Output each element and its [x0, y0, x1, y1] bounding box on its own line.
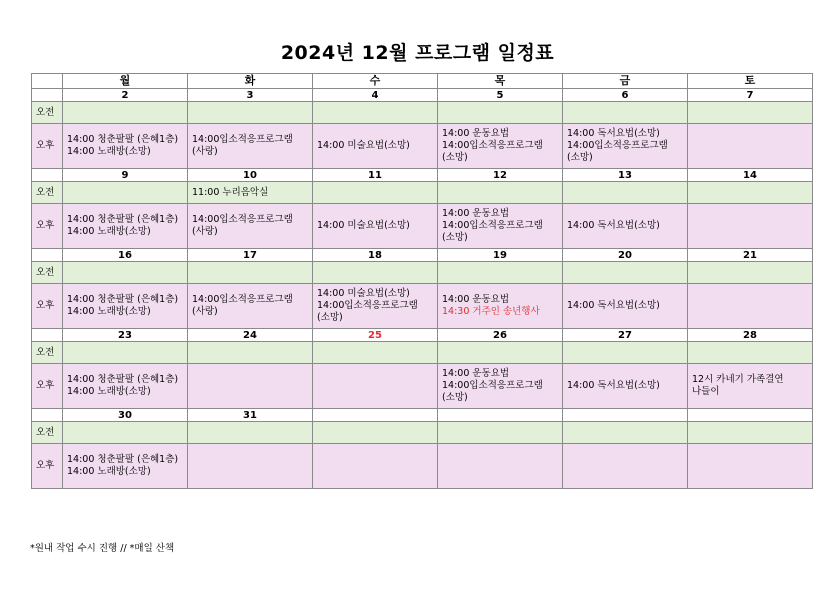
event-text: 14:00입소적응프로그램 (사랑) [192, 294, 293, 317]
am-event-cell [63, 342, 188, 364]
am-event-cell [438, 342, 563, 364]
weekday-sat: 토 [688, 74, 813, 89]
date-cell: 14 [688, 169, 813, 182]
am-row [32, 102, 813, 124]
am-event-cell [688, 342, 813, 364]
pm-row [32, 364, 813, 409]
am-event-cell [688, 422, 813, 444]
pm-event-cell [563, 284, 688, 329]
am-event-cell [688, 102, 813, 124]
date-row [32, 409, 813, 422]
pm-event-cell [313, 124, 438, 169]
am-event-cell [563, 102, 688, 124]
am-event-cell [63, 182, 188, 204]
date-cell: 31 [188, 409, 313, 422]
pm-event-cell [63, 204, 188, 249]
am-row [32, 342, 813, 364]
pm-event-cell [688, 444, 813, 489]
pm-event-cell [188, 204, 313, 249]
date-row-label [32, 249, 63, 262]
weekday-wed: 수 [313, 74, 438, 89]
am-event-cell [313, 342, 438, 364]
pm-event-cell [313, 444, 438, 489]
weekday-mon: 월 [63, 74, 188, 89]
event-text: 14:00입소적응프로그램 (사랑) [192, 134, 293, 157]
am-row [32, 422, 813, 444]
am-label: 오전 [32, 422, 63, 444]
pm-label: 오후 [32, 284, 63, 329]
event-text: 14:00 청춘팔팔 (은혜1층) 14:00 노래방(소망) [67, 294, 179, 317]
date-cell: 13 [563, 169, 688, 182]
date-cell: 25 [313, 329, 438, 342]
event-text: 14:00입소적응프로그램 (사랑) [192, 214, 293, 237]
pm-event-cell [313, 284, 438, 329]
date-cell: 23 [63, 329, 188, 342]
am-event-cell [688, 182, 813, 204]
pm-event-cell [188, 124, 313, 169]
pm-event-cell [563, 364, 688, 409]
am-event-cell [563, 262, 688, 284]
date-row [32, 329, 813, 342]
event-text: 14:00 미술요법(소망) [317, 140, 410, 151]
date-cell [438, 409, 563, 422]
corner-cell [32, 74, 63, 89]
date-row-label [32, 89, 63, 102]
date-cell: 10 [188, 169, 313, 182]
date-row [32, 249, 813, 262]
pm-row [32, 124, 813, 169]
am-event-cell [188, 102, 313, 124]
pm-event-cell [188, 364, 313, 409]
pm-event-cell [688, 124, 813, 169]
am-event-cell: 11:00 누리음악실 [188, 182, 313, 204]
date-cell: 11 [313, 169, 438, 182]
date-cell [313, 409, 438, 422]
date-cell: 19 [438, 249, 563, 262]
pm-event-cell [438, 124, 563, 169]
date-row-label [32, 169, 63, 182]
am-row [32, 182, 813, 204]
date-cell: 7 [688, 89, 813, 102]
date-cell: 12 [438, 169, 563, 182]
pm-event-cell [688, 364, 813, 409]
date-cell: 20 [563, 249, 688, 262]
am-event-cell [563, 342, 688, 364]
am-label: 오전 [32, 342, 63, 364]
pm-event-cell [63, 124, 188, 169]
am-event-cell [688, 262, 813, 284]
pm-row [32, 444, 813, 489]
schedule-table [31, 73, 813, 489]
am-event-cell [438, 182, 563, 204]
pm-event-cell [438, 284, 563, 329]
pm-event-cell [688, 204, 813, 249]
pm-label: 오후 [32, 364, 63, 409]
pm-event-cell [438, 364, 563, 409]
pm-event-cell [563, 124, 688, 169]
am-event-cell [188, 262, 313, 284]
date-cell: 9 [63, 169, 188, 182]
event-text: 14:00 운동요법 14:00입소적응프로그램 (소망) [442, 368, 543, 403]
pm-event-cell [63, 444, 188, 489]
am-event-cell [313, 102, 438, 124]
date-cell: 17 [188, 249, 313, 262]
date-cell [688, 409, 813, 422]
pm-event-cell [563, 444, 688, 489]
date-cell: 16 [63, 249, 188, 262]
date-row [32, 89, 813, 102]
event-text: 14:00 청춘팔팔 (은혜1층) 14:00 노래방(소망) [67, 214, 179, 237]
event-text: 14:00 독서요법(소망) 14:00입소적응프로그램 (소망) [567, 128, 668, 163]
event-text: 12시 카네기 가족결연 나들이 [692, 374, 784, 397]
event-text: 14:00 운동요법 14:00입소적응프로그램 (소망) [442, 208, 543, 243]
date-cell: 28 [688, 329, 813, 342]
page-title: 2024년 12월 프로그램 일정표 [280, 42, 555, 64]
event-text: 14:00 운동요법 14:00입소적응프로그램 (소망) [442, 128, 543, 163]
weekday-thu: 목 [438, 74, 563, 89]
am-label: 오전 [32, 262, 63, 284]
date-row-label [32, 409, 63, 422]
date-cell: 21 [688, 249, 813, 262]
am-event-cell [313, 262, 438, 284]
event-text: 14:00 미술요법(소망) 14:00입소적응프로그램 (소망) [317, 288, 418, 323]
pm-label: 오후 [32, 444, 63, 489]
am-label: 오전 [32, 182, 63, 204]
special-event-text: 14:30 거주인 송년행사 [442, 306, 540, 317]
am-event-cell [313, 182, 438, 204]
event-text: 14:00 운동요법 [442, 294, 510, 305]
am-event-cell [188, 342, 313, 364]
date-cell: 26 [438, 329, 563, 342]
am-event-cell [438, 422, 563, 444]
pm-event-cell [188, 284, 313, 329]
pm-event-cell [313, 364, 438, 409]
pm-row [32, 204, 813, 249]
weekday-tue: 화 [188, 74, 313, 89]
pm-event-cell [438, 444, 563, 489]
date-cell: 30 [63, 409, 188, 422]
date-cell: 3 [188, 89, 313, 102]
event-text: 14:00 청춘팔팔 (은혜1층) 14:00 노래방(소망) [67, 134, 179, 157]
date-cell: 5 [438, 89, 563, 102]
pm-row [32, 284, 813, 329]
date-cell: 27 [563, 329, 688, 342]
footnote: *원내 작업 수시 진행 // *매일 산책 [30, 543, 175, 554]
pm-label: 오후 [32, 124, 63, 169]
pm-event-cell [313, 204, 438, 249]
date-cell: 6 [563, 89, 688, 102]
pm-event-cell [63, 364, 188, 409]
event-text: 14:00 독서요법(소망) [567, 300, 660, 311]
am-event-cell [188, 422, 313, 444]
am-event-cell [563, 422, 688, 444]
event-text: 14:00 청춘팔팔 (은혜1층) 14:00 노래방(소망) [67, 374, 179, 397]
pm-event-cell [63, 284, 188, 329]
pm-event-cell [438, 204, 563, 249]
event-text: 14:00 독서요법(소망) [567, 380, 660, 391]
am-event-cell [438, 102, 563, 124]
date-cell: 4 [313, 89, 438, 102]
am-event-cell [438, 262, 563, 284]
pm-event-cell [563, 204, 688, 249]
date-cell: 2 [63, 89, 188, 102]
pm-label: 오후 [32, 204, 63, 249]
event-text: 14:00 독서요법(소망) [567, 220, 660, 231]
am-label: 오전 [32, 102, 63, 124]
weekday-fri: 금 [563, 74, 688, 89]
date-cell [563, 409, 688, 422]
am-event-cell [563, 182, 688, 204]
am-event-cell [63, 102, 188, 124]
am-event-cell [63, 422, 188, 444]
pm-event-cell [188, 444, 313, 489]
pm-event-cell [688, 284, 813, 329]
weekday-header-row [32, 74, 813, 89]
date-cell: 24 [188, 329, 313, 342]
event-text: 14:00 청춘팔팔 (은혜1층) 14:00 노래방(소망) [67, 454, 179, 477]
date-row-label [32, 329, 63, 342]
date-row [32, 169, 813, 182]
am-event-cell [313, 422, 438, 444]
date-cell: 18 [313, 249, 438, 262]
event-text: 14:00 미술요법(소망) [317, 220, 410, 231]
am-event-cell [63, 262, 188, 284]
schedule-body [32, 74, 813, 489]
am-row [32, 262, 813, 284]
